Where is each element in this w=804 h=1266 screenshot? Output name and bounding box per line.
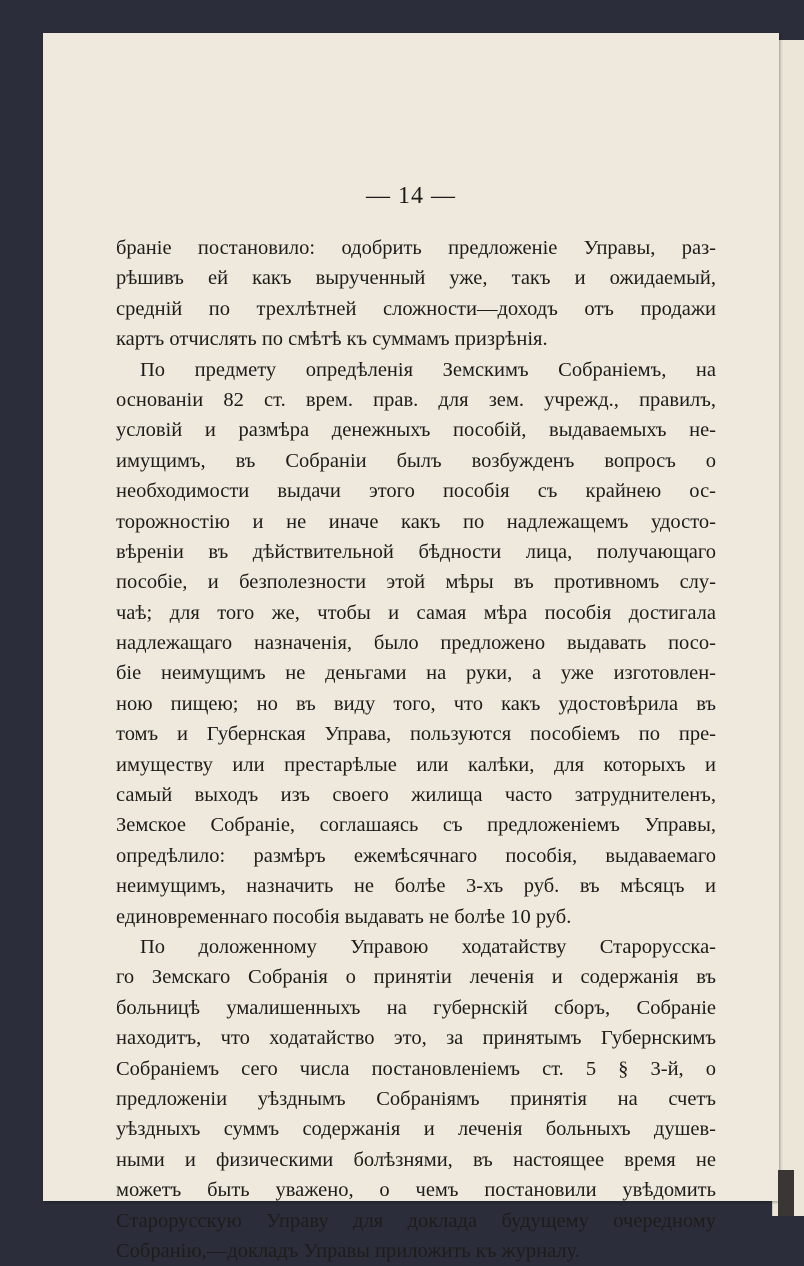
document-page <box>43 33 779 1262</box>
text-line: картъ отчислять по смѣтѣ къ суммамъ призрѣнія. <box>116 328 548 351</box>
text-line: томъ и Губернская Управа, пользуются пособіемъ по пре- <box>116 723 716 746</box>
text-line: можетъ быть уважено, о чемъ постановили увѣдомить <box>116 1179 716 1202</box>
text-line: средній по трехлѣтней сложности—доходъ отъ продажи <box>116 297 716 320</box>
text-line: ными и физическими болѣзнями, въ настоящее время не <box>116 1148 716 1171</box>
page-number: — 14 — <box>366 183 456 209</box>
text-line: основаніи 82 ст. врем. прав. для зем. учрежд., правилъ, <box>116 388 716 411</box>
binding-tab <box>778 1170 794 1216</box>
text-line: рѣшивъ ей какъ вырученный уже, такъ и ожидаемый, <box>116 267 716 290</box>
text-line: имуществу или престарѣлые или калѣки, для которыхъ и <box>116 753 716 776</box>
text-line: надлежащаго назначенія, было предложено выдавать посо- <box>116 632 716 655</box>
text-line: го Земскаго Собранія о принятіи леченія и содержанія въ <box>116 966 716 989</box>
text-line: пособіе, и безполезности этой мѣры въ противномъ слу- <box>116 571 716 594</box>
text-line: ною пищею; но въ виду того, что какъ удостовѣрила въ <box>116 692 716 715</box>
text-line: вѣреніи въ дѣйствительной бѣдности лица, получающаго <box>116 540 716 563</box>
text-line: неимущимъ, назначить не болѣе 3-хъ руб. въ мѣсяцъ и <box>116 875 716 898</box>
text-line: Земское Собраніе, соглашаясь съ предложеніемъ Управы, <box>116 814 716 837</box>
text-line: находитъ, что ходатайство это, за принятымъ Губернскимъ <box>116 1027 716 1050</box>
text-line: біе неимущимъ не деньгами на руки, а уже изготовлен- <box>116 662 716 685</box>
text-line: браніе постановило: одобрить предложеніе Управы, раз- <box>116 237 716 259</box>
text-line: торожностію и не иначе какъ по надлежащемъ удосто- <box>116 510 716 533</box>
text-line: опредѣлило: размѣръ ежемѣсячнаго пособія, выдаваемаго <box>116 844 716 867</box>
text-line: Собраніемъ сего числа постановленіемъ ст. 5 § 3-й, о <box>116 1057 716 1080</box>
text-line: имущимъ, въ Собраніи былъ возбужденъ вопросъ о <box>116 449 716 472</box>
text-line: чаѣ; для того же, чтобы и самая мѣра пособія достигала <box>116 601 716 624</box>
text-line: условій и размѣра денежныхъ пособій, выдаваемыхъ не- <box>116 419 716 442</box>
text-line: уѣздныхъ суммъ содержанія и леченія больныхъ душев- <box>116 1118 716 1141</box>
text-line: необходимости выдачи этого пособія съ крайнею ос- <box>116 480 716 503</box>
text-line: больницѣ умалишенныхъ на губернскій сборъ, Собраніе <box>116 996 716 1019</box>
text-line: По предмету опредѣленія Земскимъ Собраніемъ, на <box>140 358 716 381</box>
text-line: По доложенному Управою ходатайству Старорусска- <box>140 935 716 958</box>
text-line: Старорусскую Управу для доклада будущему очередному <box>116 1209 716 1232</box>
body-text <box>116 233 716 1266</box>
text-line: Собранію,—докладъ Управы приложить къ журналу. <box>116 1239 580 1262</box>
text-line: единовременнаго пособія выдавать не болѣе 10 руб. <box>116 905 572 928</box>
text-line: предложеніи уѣзднымъ Собраніямъ принятія на счетъ <box>116 1087 716 1110</box>
text-line: самый выходъ изъ своего жилища часто затруднителенъ, <box>116 784 716 807</box>
